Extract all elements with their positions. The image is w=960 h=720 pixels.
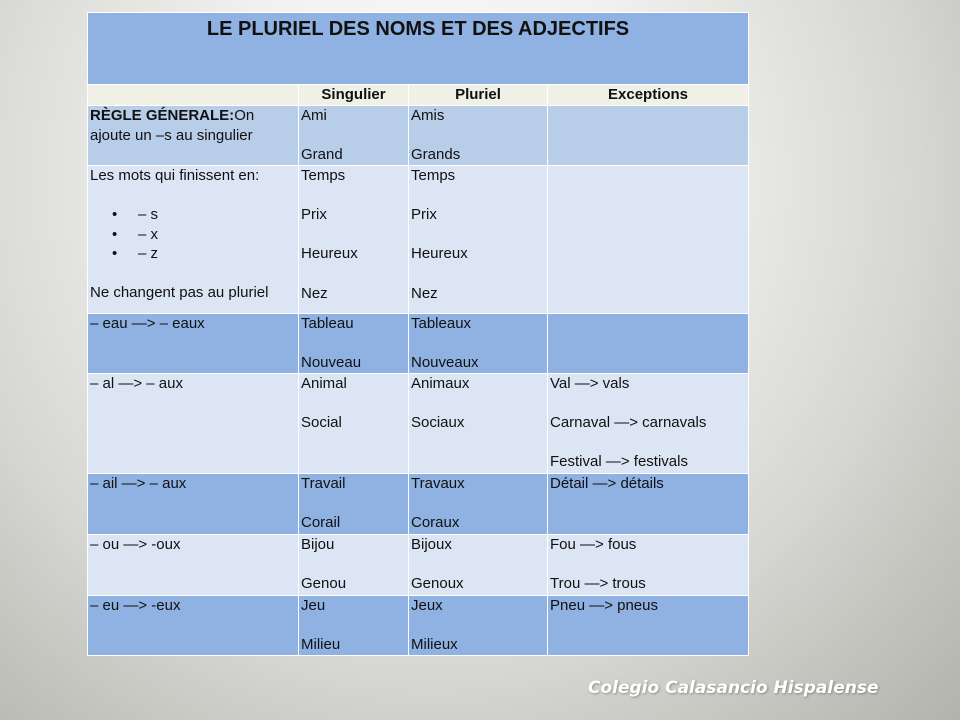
rule-intro: Les mots qui finissent en: — [90, 167, 260, 184]
word: Nouveaux — [411, 354, 479, 372]
exception-item: Festival —> festivals — [550, 453, 688, 471]
pluriel-cell — [409, 314, 548, 374]
word: Coraux — [411, 514, 460, 532]
word: Jeu — [301, 597, 326, 614]
bullet-icon: • — [112, 225, 118, 243]
plural-rules-table — [87, 12, 749, 656]
table-row — [88, 106, 749, 166]
pluriel-cell — [409, 474, 548, 535]
word: Milieu — [301, 636, 341, 654]
word: Bijou — [301, 536, 335, 553]
pluriel-cell — [409, 166, 548, 314]
word: Travaux — [411, 475, 465, 492]
word: Social — [301, 414, 342, 432]
singulier-cell — [299, 166, 409, 314]
list-item: • – x — [112, 225, 159, 243]
exceptions-cell — [548, 106, 749, 166]
singulier-cell — [299, 474, 409, 535]
word: Tableaux — [411, 315, 472, 332]
singulier-cell — [299, 374, 409, 474]
ending-list — [90, 205, 296, 264]
word: Tableau — [301, 315, 354, 332]
exceptions-cell — [548, 374, 749, 474]
rule-outro: Ne changent pas au pluriel — [90, 284, 269, 302]
singulier-cell — [299, 535, 409, 596]
table-row — [88, 474, 749, 535]
rule-cell: – ou —> -oux — [88, 535, 299, 596]
footer-credit: Colegio Calasancio Hispalense — [588, 678, 879, 698]
word: Nez — [301, 284, 328, 302]
rule-cell: – eau —> – eaux — [88, 314, 299, 374]
table-row — [88, 166, 749, 314]
word: Animaux — [411, 375, 470, 392]
header-blank-cell — [88, 85, 299, 106]
exception-item: Carnaval —> carnavals — [550, 414, 707, 432]
pluriel-cell — [409, 106, 548, 166]
word: Animal — [301, 375, 347, 392]
singulier-cell — [299, 314, 409, 374]
rule-cell — [88, 166, 299, 314]
word: Sociaux — [411, 414, 465, 432]
word: Genou — [301, 575, 347, 593]
word: Heureux — [301, 245, 358, 263]
word: Prix — [411, 206, 437, 224]
table-row — [88, 314, 749, 374]
pluriel-cell — [409, 596, 548, 656]
exceptions-cell — [548, 166, 749, 314]
singulier-cell — [299, 106, 409, 166]
rule-label: RÈGLE GÉNERALE: — [90, 107, 235, 124]
header-singulier: Singulier — [299, 85, 409, 106]
list-item: • – z — [112, 245, 159, 263]
table-row — [88, 535, 749, 596]
exception-item: Pneu —> pneus — [550, 597, 658, 614]
pluriel-cell — [409, 535, 548, 596]
word: Milieux — [411, 636, 458, 654]
word: Grand — [301, 146, 343, 164]
exception-item: Val —> vals — [550, 375, 630, 392]
header-exceptions: Exceptions — [548, 85, 749, 106]
word: Jeux — [411, 597, 443, 614]
exceptions-cell — [548, 596, 749, 656]
exceptions-cell — [548, 535, 749, 596]
header-pluriel: Pluriel — [409, 85, 548, 106]
rule-cell: – eu —> -eux — [88, 596, 299, 656]
word: Temps — [411, 167, 456, 184]
title-row — [88, 13, 749, 85]
word: Amis — [411, 107, 445, 124]
rule-cell: – al —> – aux — [88, 374, 299, 474]
exceptions-cell — [548, 314, 749, 374]
word: Heureux — [411, 245, 468, 263]
word: Travail — [301, 475, 346, 492]
table-row — [88, 374, 749, 474]
header-row — [88, 85, 749, 106]
word: Nez — [411, 284, 438, 302]
table-row — [88, 596, 749, 656]
exception-item: Fou —> fous — [550, 536, 637, 553]
rule-cell — [88, 106, 299, 166]
word: Bijoux — [411, 536, 452, 553]
word: Genoux — [411, 575, 464, 593]
rule-text: On ajoute un –s au singulier — [90, 107, 255, 144]
bullet-icon: • — [112, 245, 118, 263]
word: Temps — [301, 167, 346, 184]
exception-item: Trou —> trous — [550, 575, 646, 593]
rule-cell: – ail —> – aux — [88, 474, 299, 535]
word: Prix — [301, 206, 327, 224]
exception-item: Détail —> détails — [550, 475, 664, 492]
table-title: LE PLURIEL DES NOMS ET DES ADJECTIFS — [88, 13, 749, 85]
word: Nouveau — [301, 354, 362, 372]
word: Grands — [411, 146, 461, 164]
word: Corail — [301, 514, 341, 532]
exceptions-cell — [548, 474, 749, 535]
singulier-cell — [299, 596, 409, 656]
bullet-icon: • — [112, 206, 118, 224]
pluriel-cell — [409, 374, 548, 474]
list-item: • – s — [112, 206, 159, 224]
word: Ami — [301, 107, 327, 124]
